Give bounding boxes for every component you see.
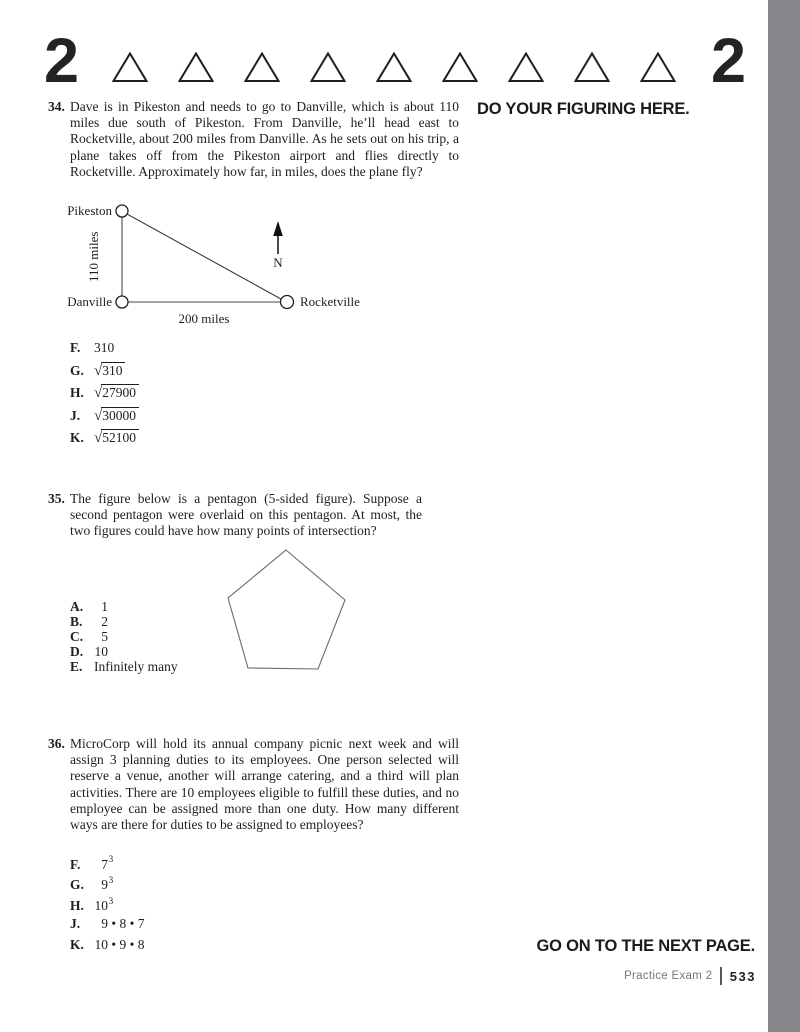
answer-value: Infinitely many <box>94 659 178 674</box>
triangle-icon <box>178 52 214 83</box>
question-number: 36. <box>48 736 65 751</box>
answer-letter: J. <box>70 407 81 423</box>
north-label: N <box>273 255 283 270</box>
triangle-icon <box>508 52 544 83</box>
triangle-icon <box>244 52 280 83</box>
triangle-icon <box>442 52 478 83</box>
question-number: 35. <box>48 491 65 506</box>
answers-q36 <box>70 854 144 958</box>
pentagon-figure <box>226 547 348 673</box>
question-34 <box>48 99 459 180</box>
answer-choice <box>70 644 178 659</box>
answers-q34 <box>70 340 139 453</box>
answer-letter: J. <box>70 916 81 932</box>
answer-choice <box>70 340 139 363</box>
answer-choice <box>70 629 178 644</box>
answer-value: $9^3$ <box>101 875 114 893</box>
answer-value: 10 • 9 • 8 <box>94 937 145 953</box>
danville-label: Danville <box>67 294 112 309</box>
answer-letter: H. <box>70 898 84 914</box>
question-number: 34. <box>48 99 65 114</box>
answer-value: 9 • 8 • 7 <box>101 916 145 932</box>
answer-letter: K. <box>70 430 84 445</box>
triangle-icon <box>310 52 346 83</box>
answer-value: 1 <box>101 599 108 614</box>
answer-value: √27900 <box>94 385 139 401</box>
page-footer <box>624 967 756 985</box>
answer-value: √310 <box>94 363 125 379</box>
answer-letter: C. <box>70 629 84 644</box>
footer-page-number: 533 <box>729 968 756 984</box>
answer-letter: D. <box>70 644 84 659</box>
question-35 <box>48 491 428 540</box>
answer-letter: F. <box>70 856 81 872</box>
answer-choice <box>70 659 178 674</box>
answer-letter: E. <box>70 659 83 674</box>
answer-value: $10^3$ <box>94 896 114 914</box>
answer-letter: F. <box>70 340 81 355</box>
answer-value: 310 <box>94 340 115 355</box>
footer-exam-label: Practice Exam 2 <box>624 970 713 982</box>
answer-choice <box>70 363 139 386</box>
triangle-icon <box>574 52 610 83</box>
go-on-note: GO ON TO THE NEXT PAGE. <box>536 937 755 955</box>
footer-divider <box>720 967 722 985</box>
section-number-right: 2 <box>711 26 745 96</box>
answer-choice <box>70 385 139 408</box>
answer-letter: K. <box>70 937 84 953</box>
pikeston-label: Pikeston <box>67 203 112 218</box>
question-text: The figure below is a pentagon (5-sided figure). Suppose a second pentagon were overlaid on this pentagon. At most, the two figures could have how many points of intersection? <box>70 491 422 539</box>
horizontal-distance-label: 200 miles <box>178 311 230 326</box>
figuring-note: DO YOUR FIGURING HERE. <box>477 100 690 118</box>
answer-value: √30000 <box>94 408 139 424</box>
answer-letter: B. <box>70 614 83 629</box>
danville-point <box>116 296 128 308</box>
triangle-icon <box>640 52 676 83</box>
answer-choice <box>70 430 139 453</box>
triangle-icon <box>112 52 148 83</box>
answer-choice <box>70 875 144 896</box>
vertical-distance-label: 110 miles <box>86 231 101 283</box>
answer-letter: G. <box>70 362 84 378</box>
rocketville-point <box>281 296 294 309</box>
answer-letter: A. <box>70 599 84 614</box>
answer-value: $7^3$ <box>101 855 114 872</box>
answer-choice <box>70 916 144 937</box>
answer-value: 10 <box>94 644 108 659</box>
page-edge-bar <box>768 0 800 1032</box>
answer-choice <box>70 408 139 431</box>
answer-letter: G. <box>70 877 84 893</box>
answers-q35 <box>70 599 178 674</box>
answer-value: 2 <box>101 614 108 629</box>
answer-value: √52100 <box>94 430 139 446</box>
answer-choice <box>70 599 178 614</box>
answer-letter: H. <box>70 385 84 400</box>
question-text: MicroCorp will hold its annual company picnic next week and will assign 3 planning duties to its employees. One person selected will reserve a venue, another will arrange catering, and a third will plan activities. There are 10 employees eligible to fulfill these duties, and no employee can be assigned more than one duty. How many different ways are there for duties to be assigned to employees? <box>70 736 459 833</box>
answer-choice <box>70 896 144 917</box>
section-number-left: 2 <box>44 26 78 96</box>
pikeston-point <box>116 205 128 217</box>
answer-value: 5 <box>101 629 108 644</box>
header-triangle-row <box>112 51 676 83</box>
north-arrowhead <box>273 221 283 236</box>
triangle-icon <box>376 52 412 83</box>
answer-choice <box>70 854 144 875</box>
rocketville-label: Rocketville <box>300 294 360 309</box>
question-text: Dave is in Pikeston and needs to go to Danville, which is about 110 miles due south of Pikeston. From Danville, he’ll head east to Rocketville, about 200 miles from Danville. As he sets out on his trip, a plane takes off from the Pikeston airport and flies directly to Rocketville. Approximately how far, in miles, does the plane fly? <box>70 99 459 179</box>
question-36 <box>48 736 459 833</box>
answer-choice <box>70 614 178 629</box>
answer-choice <box>70 937 144 958</box>
map-triangle-figure <box>60 199 400 331</box>
